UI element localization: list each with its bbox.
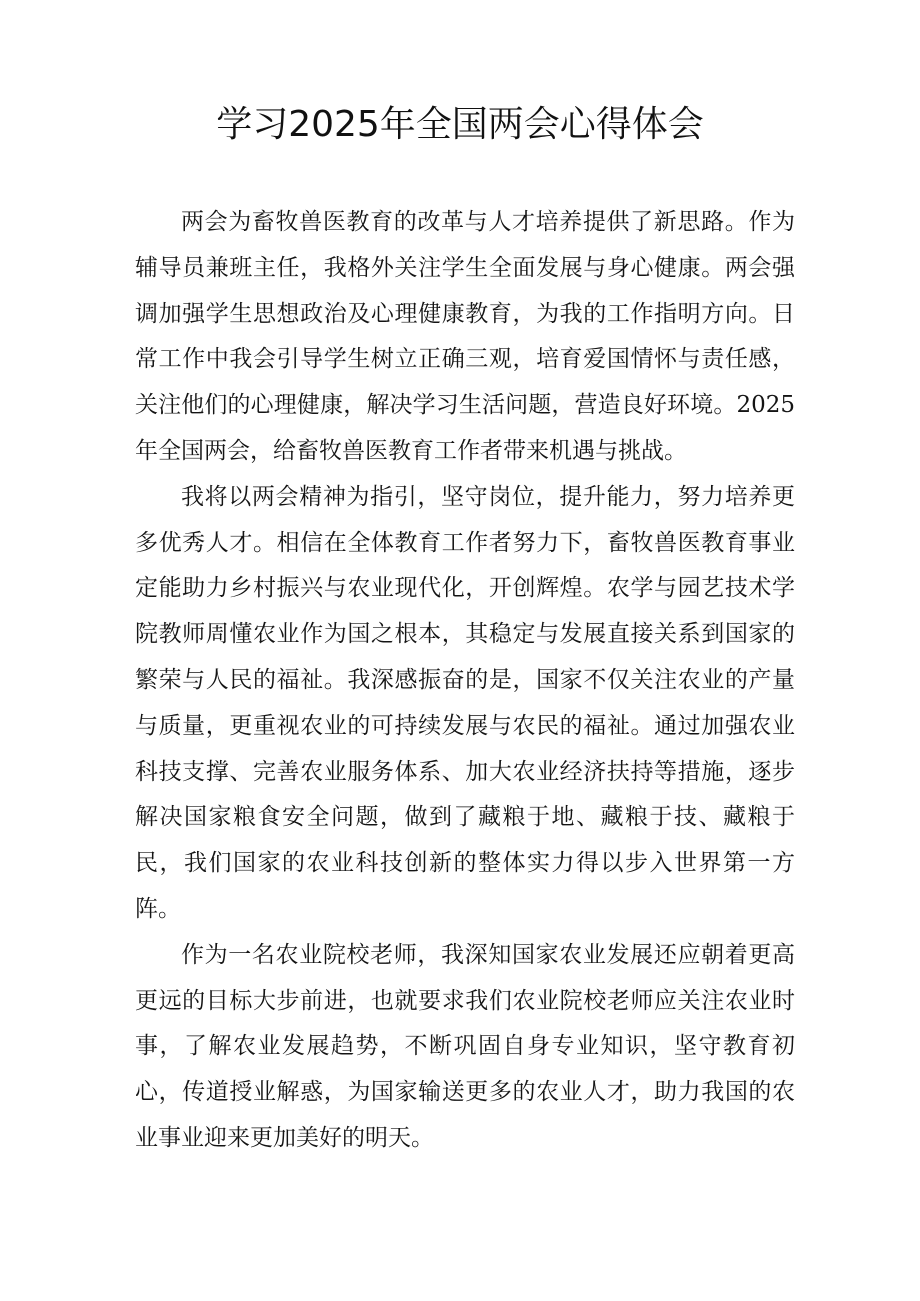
paragraph-1: 两会为畜牧兽医教育的改革与人才培养提供了新思路。作为辅导员兼班主任，我格外关注学生全面发展与身心健康。两会强调加强学生思想政治及心理健康教育，为我的工作指明方向。日常工作中我会引导学生树立正确三观，培育爱国情怀与责任感，关注他们的心理健康，解决学习生活问题，营造良好环境。2025年全国两会，给畜牧兽医教育工作者带来机遇与挑战。 [135, 209, 795, 464]
paragraph-3: 作为一名农业院校老师，我深知国家农业发展还应朝着更高更远的目标大步前进，也就要求我们农业院校老师应关注农业时事，了解农业发展趋势，不断巩固自身专业知识，坚守教育初心，传道授业解惑，为国家输送更多的农业人才，助力我国的农业事业迎来更加美好的明天。 [135, 941, 795, 1151]
document-title: 学习2025年全国两会心得体会 [216, 104, 704, 145]
document-body [135, 200, 795, 1162]
paragraph-2: 我将以两会精神为指引，坚守岗位，提升能力，努力培养更多优秀人才。相信在全体教育工作者努力下，畜牧兽医教育事业定能助力乡村振兴与农业现代化，开创辉煌。农学与园艺技术学院教师周懂农业作为国之根本，其稳定与发展直接关系到国家的繁荣与人民的福祉。我深感振奋的是，国家不仅关注农业的产量与质量，更重视农业的可持续发展与农民的福祉。通过加强农业科技支撑、完善农业服务体系、加大农业经济扶持等措施，逐步解决国家粮食安全问题，做到了藏粮于地、藏粮于技、藏粮于民，我们国家的农业科技创新的整体实力得以步入世界第一方阵。 [135, 483, 795, 922]
